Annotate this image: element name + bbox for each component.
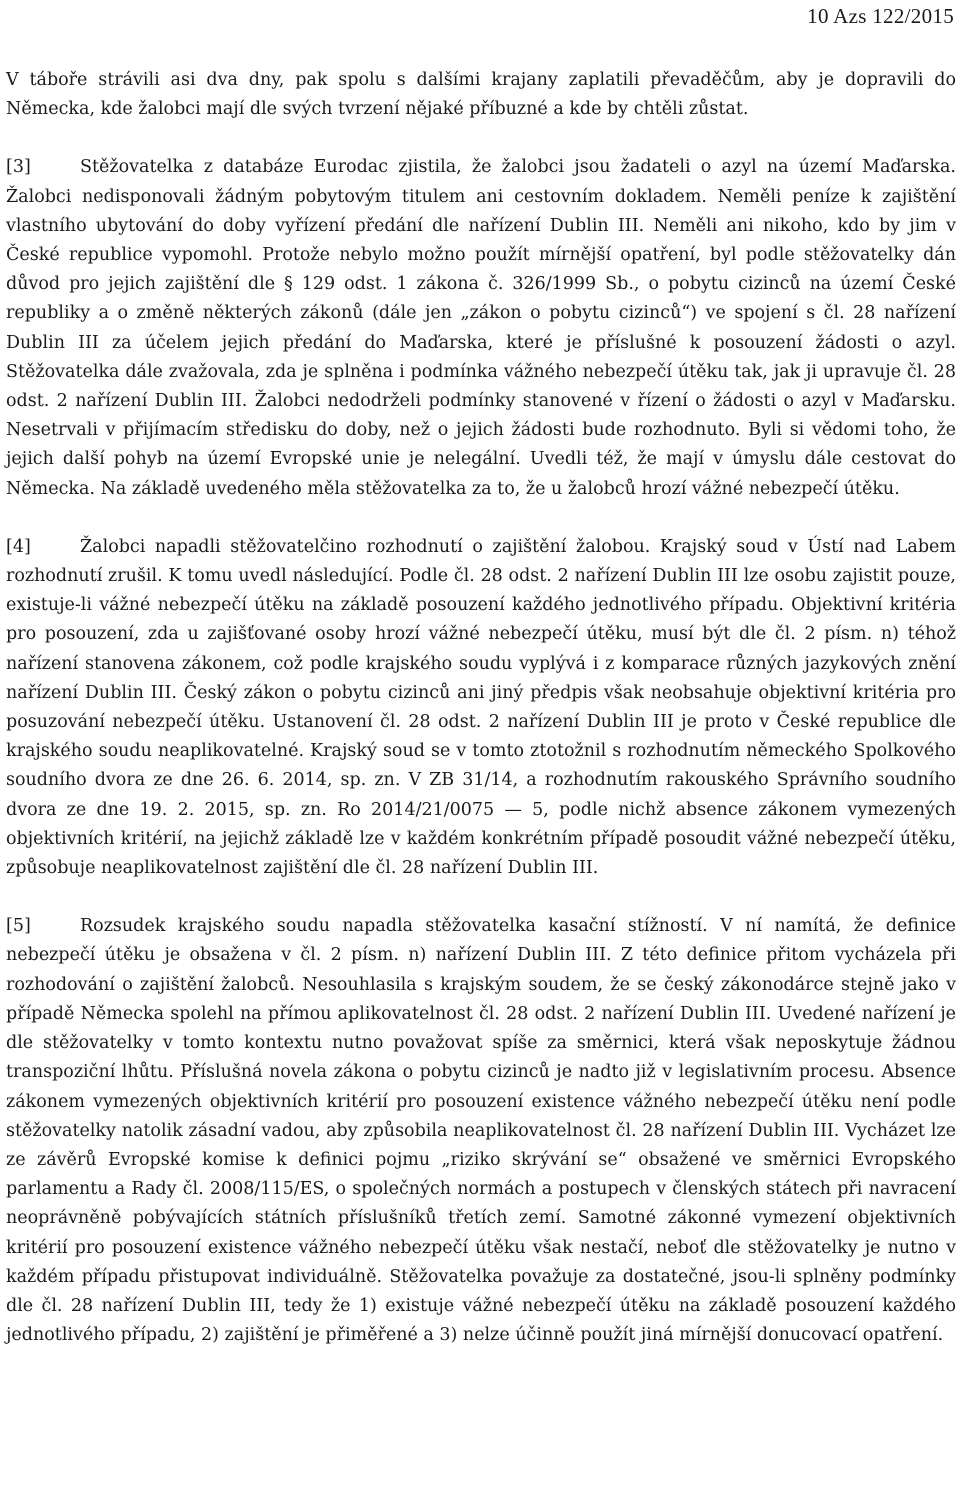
- paragraph-number: [5]: [6, 916, 31, 937]
- paragraph-text: Stěžovatelka z databáze Eurodac zjistila, že žalobci jsou žadateli o azyl na území Maďarska. Žalobci nedisponovali žádným pobytovým titulem ani cestovním dokladem. Neměli peníze k zajištění vlastního ubytování do doby vyřízení předání dle nařízení Dublin III. Neměli ani nikoho, kdo by jim v České republice vypomohl. Protože nebylo možno použít mírnější opatření, byl podle stěžovatelky dán důvod pro jejich zajištění dle § 129 odst. 1 zákona č. 326/1999 Sb., o pobytu cizinců na území České republiky a o změně některých zákonů (dále jen „zákon o pobytu cizinců“) ve spojení s čl. 28 nařízení Dublin III za účelem jejich předání do Maďarska, které je příslušné k posouzení žádosti o azyl. Stěžovatelka dále zvažovala, zda je splněna i podmínka vážného nebezpečí útěku tak, jak ji upravuje čl. 28 odst. 2 nařízení Dublin III. Žalobci nedodrželi podmínky stanovené v řízení o žádosti o azyl v Maďarsku. Nesetrvali v přijímacím středisku do doby, než o jejich žádosti bude rozhodnuto. Byli si vědomi toho, že jejich další pohyb na území Evropské unie je nelegální. Uvedli též, že mají v úmyslu dále cestovat do Německa. Na základě uvedeného měla stěžovatelka za to, že u žalobců hrozí vážné nebezpečí útěku.: [6, 157, 956, 499]
- paragraph-number: [3]: [6, 157, 31, 178]
- case-number: 10 Azs 122/2015: [807, 4, 954, 28]
- paragraph-text: Rozsudek krajského soudu napadla stěžovatelka kasační stížností. V ní namítá, že definice nebezpečí útěku je obsažena v čl. 2 písm. n) nařízení Dublin III. Z této definice přitom vycházela při rozhodování o zajištění žalobců. Nesouhlasila s krajským soudem, že se český zákonodárce stejně jako v případě Německa spolehl na přímou aplikovatelnost čl. 28 odst. 2 nařízení Dublin III. Uvedené nařízení je dle stěžovatelky v tomto kontextu nutno považovat spíše za směrnici, která však neposkytuje žádnou transpoziční lhůtu. Příslušná novela zákona o pobytu cizinců je nadto již v legislativním procesu. Absence zákonem vymezených objektivních kritérií pro posouzení existence vážného nebezpečí útěku není podle stěžovatelky natolik zásadní vadou, aby způsobila neaplikovatelnost čl. 28 nařízení Dublin III. Vycházet lze ze závěrů Evropské komise k definici pojmu „riziko skrývání se“ obsažené ve směrnici Evropského parlamentu a Rady čl. 2008/115/ES, o společných normách a postupech v členských státech při navracení neoprávněně pobývajících státních příslušníků třetích zemí. Samotné zákonné vymezení objektivních kritérií pro posouzení existence vážného nebezpečí útěku však nestačí, neboť dle stěžovatelky je nutno v každém případu přistupovat individuálně. Stěžovatelka považuje za dostatečné, jsou-li splněny podmínky dle čl. 28 nařízení Dublin III, tedy že 1) existuje vážné nebezpečí útěku na základě posouzení každého jednotlivého případu, 2) zajištění je přiměřené a 3) nelze účinně použít jiná mírnější donucovací opatření.: [6, 916, 956, 1346]
- paragraph-text: Žalobci napadli stěžovatelčino rozhodnutí o zajištění žalobou. Krajský soud v Ústí nad Labem rozhodnutí zrušil. K tomu uvedl následující. Podle čl. 28 odst. 2 nařízení Dublin III lze osobu zajistit pouze, existuje-li vážné nebezpečí útěku na základě posouzení každého jednotlivého případu. Objektivní kritéria pro posouzení, zda u zajišťované osoby hrozí vážné nebezpečí útěku, musí být dle čl. 2 písm. n) téhož nařízení stanovena zákonem, což podle krajského soudu vyplývá i z komparace různých jazykových znění nařízení Dublin III. Český zákon o pobytu cizinců ani jiný předpis však neobsahuje objektivní kritéria pro posuzování nebezpečí útěku. Ustanovení čl. 28 odst. 2 nařízení Dublin III je proto v České republice dle krajského soudu neaplikovatelné. Krajský soud se v tomto ztotožnil s rozhodnutím německého Spolkového soudního dvora ze dne 26. 6. 2014, sp. zn. V ZB 31/14, a rozhodnutím rakouského Správního soudního dvora ze dne 19. 2. 2015, sp. zn. Ro 2014/21/0075 — 5, podle nichž absence zákonem vymezených objektivních kritérií, na jejichž základě lze v každém konkrétním případě posoudit vážné nebezpečí útěku, způsobuje neaplikovatelnost zajištění dle čl. 28 nařízení Dublin III.: [6, 536, 956, 879]
- paragraph-3: [6, 153, 956, 503]
- document-body: [6, 66, 956, 1379]
- paragraph-4: [6, 533, 956, 883]
- paragraph-5: [6, 912, 956, 1350]
- paragraph-text: V táboře strávili asi dva dny, pak spolu s dalšími krajany zaplatili převaděčům, aby je dopravili do Německa, kde žalobci mají dle svých tvrzení nějaké příbuzné a kde by chtěli zůstat.: [6, 70, 956, 120]
- paragraph-number: [4]: [6, 536, 31, 557]
- paragraph-continuation: [6, 66, 956, 124]
